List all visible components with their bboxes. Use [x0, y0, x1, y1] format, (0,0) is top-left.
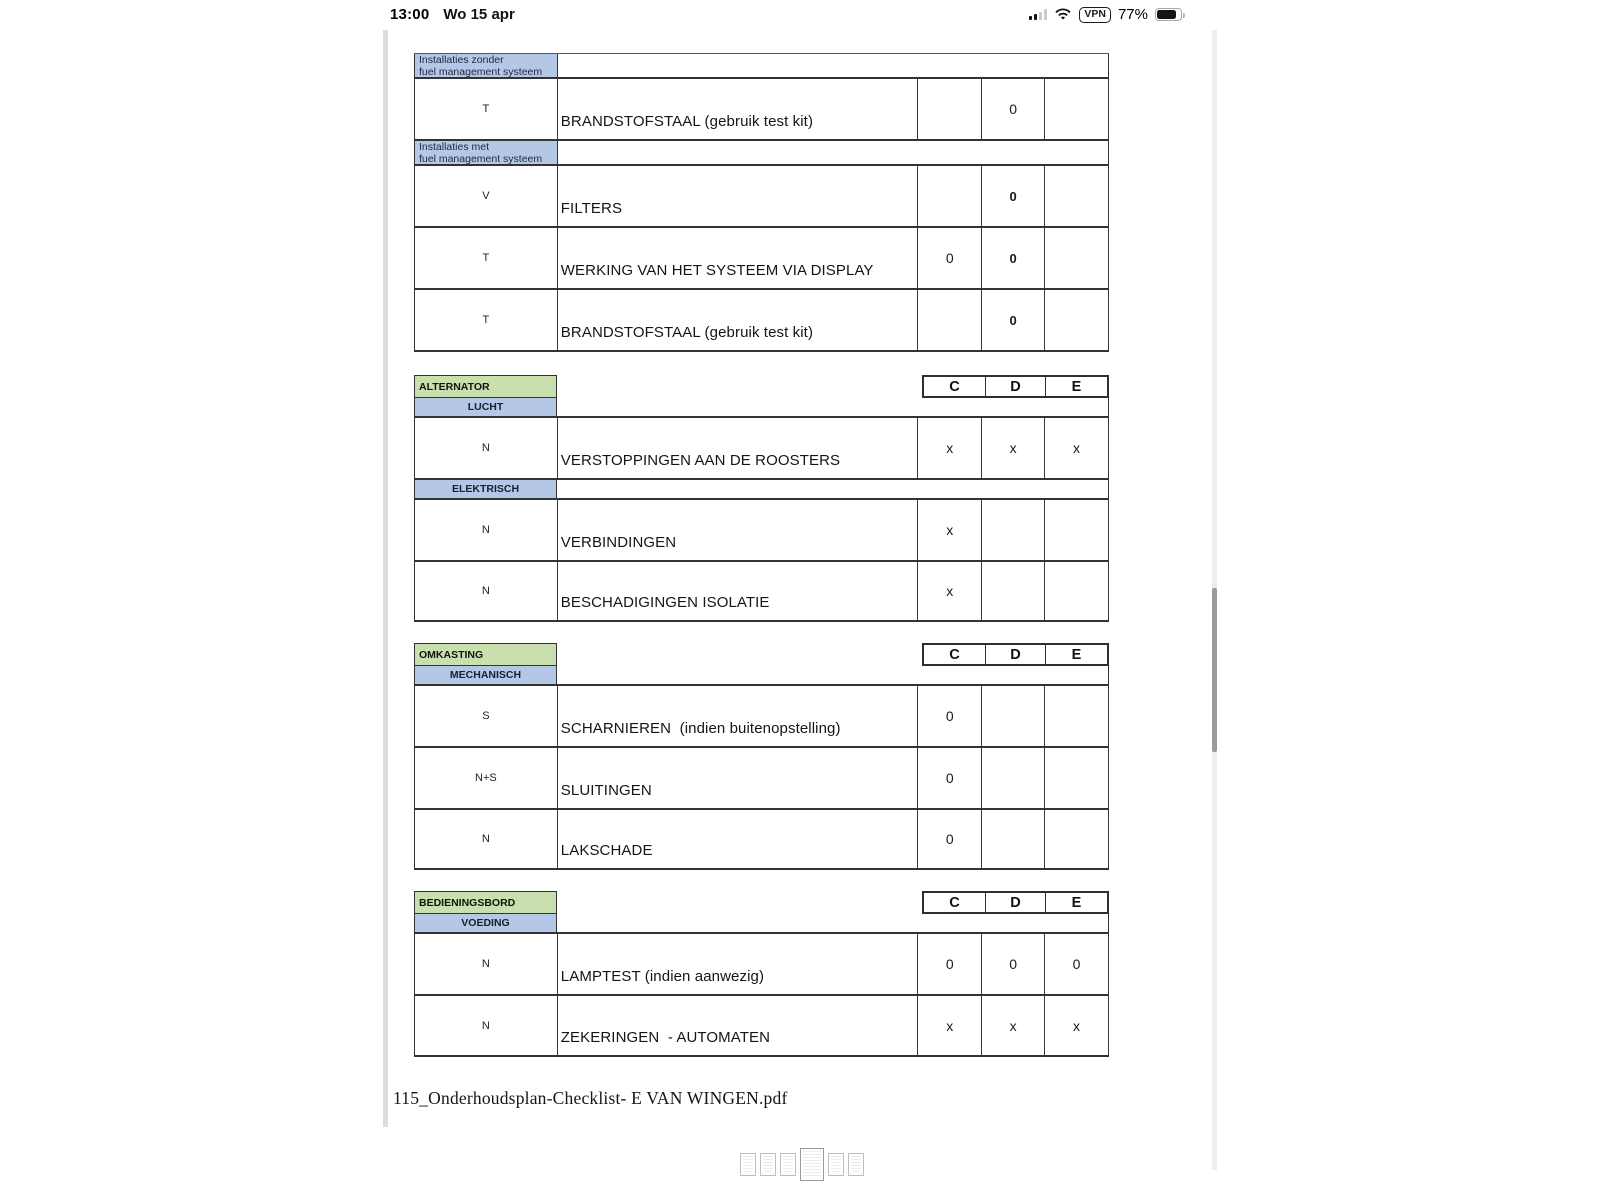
cde-header	[922, 891, 1109, 914]
table-row	[414, 228, 1109, 290]
type-cell: N	[415, 810, 558, 868]
section-title-cell: ALTERNATOR	[414, 375, 557, 398]
section-bedieningsbord	[414, 891, 1109, 1057]
value-cell-c: 0	[918, 934, 982, 994]
task-cell: BESCHADIGINGEN ISOLATIE	[558, 562, 918, 620]
vpn-badge: VPN	[1079, 7, 1111, 23]
cde-header	[922, 375, 1109, 398]
page-thumbnail[interactable]	[780, 1153, 796, 1176]
task-cell: WERKING VAN HET SYSTEEM VIA DISPLAY	[558, 228, 918, 288]
spacer	[557, 643, 922, 666]
value-cell-d	[982, 748, 1045, 808]
empty-cell	[557, 480, 1109, 498]
section-title-row	[414, 375, 1109, 398]
pdf-footer-filename: 115_Onderhoudsplan-Checklist- E VAN WINGEN.pdf	[393, 1088, 788, 1108]
table-row	[414, 418, 1109, 480]
blue-header-cell	[415, 54, 558, 77]
header-line: fuel management systeem	[419, 66, 543, 78]
type-cell: S	[415, 686, 558, 746]
type-cell: N	[415, 996, 558, 1055]
task-cell: ZEKERINGEN - AUTOMATEN	[558, 996, 918, 1055]
section-title-row	[414, 891, 1109, 914]
value-cell-e: x	[1045, 418, 1109, 478]
table-row	[414, 79, 1109, 141]
col-header-d: D	[986, 893, 1046, 912]
header-line: Installaties zonder	[419, 53, 504, 66]
spacer	[557, 891, 922, 914]
battery-icon	[1155, 8, 1182, 21]
type-cell: T	[415, 79, 558, 139]
page-thumbnail[interactable]	[828, 1153, 844, 1176]
subsection-row	[414, 480, 1109, 500]
cellular-signal-icon	[1029, 9, 1047, 20]
battery-percent: 77%	[1117, 6, 1148, 23]
task-cell: BRANDSTOFSTAAL (gebruik test kit)	[558, 290, 918, 350]
subsection-row	[414, 914, 1109, 934]
value-cell-d: x	[982, 996, 1045, 1055]
spacer	[557, 375, 922, 398]
value-cell-e	[1045, 79, 1109, 139]
status-left	[390, 6, 515, 23]
empty-cell	[557, 666, 1109, 684]
date: Wo 15 apr	[443, 6, 515, 23]
value-cell-d: 0	[982, 228, 1045, 288]
value-cell-c: x	[918, 500, 982, 560]
value-cell-c: x	[918, 418, 982, 478]
page-thumbnail[interactable]	[740, 1153, 756, 1176]
col-header-c: C	[924, 893, 986, 912]
wifi-icon	[1054, 8, 1072, 21]
type-cell: N	[415, 500, 558, 560]
header-line: fuel management systeem	[419, 153, 543, 165]
section-omkasting	[414, 643, 1109, 870]
table-row	[414, 500, 1109, 562]
type-cell: T	[415, 290, 558, 350]
task-cell: VERSTOPPINGEN AAN DE ROOSTERS	[558, 418, 918, 478]
empty-cell	[557, 914, 1109, 932]
task-cell: BRANDSTOFSTAAL (gebruik test kit)	[558, 79, 918, 139]
value-cell-e	[1045, 562, 1109, 620]
col-header-c: C	[924, 377, 986, 396]
type-cell: V	[415, 166, 558, 226]
value-cell-c	[918, 290, 982, 350]
table-row	[414, 166, 1109, 228]
status-right	[1029, 6, 1182, 23]
empty-cell	[558, 141, 1109, 164]
section-title-row	[414, 643, 1109, 666]
col-header-d: D	[986, 377, 1046, 396]
vertical-scrollbar[interactable]	[1212, 588, 1217, 752]
value-cell-e	[1045, 166, 1109, 226]
value-cell-e	[1045, 500, 1109, 560]
value-cell-d	[982, 500, 1045, 560]
subsection-label: MECHANISCH	[414, 666, 557, 684]
value-cell-c: 0	[918, 748, 982, 808]
type-cell: N+S	[415, 748, 558, 808]
value-cell-d: 0	[982, 934, 1045, 994]
value-cell-e: 0	[1045, 934, 1109, 994]
col-header-e: E	[1071, 378, 1082, 395]
subsection-row	[414, 398, 1109, 418]
value-cell-c: 0	[918, 686, 982, 746]
col-header-d: D	[986, 645, 1046, 664]
page-thumbnail[interactable]	[760, 1153, 776, 1176]
table-row	[414, 810, 1109, 870]
task-cell: SLUITINGEN	[558, 748, 918, 808]
table-row	[414, 562, 1109, 622]
table-row	[414, 934, 1109, 996]
task-cell: SCHARNIEREN (indien buitenopstelling)	[558, 686, 918, 746]
empty-cell	[558, 54, 1109, 77]
task-cell: LAKSCHADE	[558, 810, 918, 868]
section-alternator	[414, 375, 1109, 622]
type-cell: T	[415, 228, 558, 288]
value-cell-d	[982, 810, 1045, 868]
value-cell-e	[1045, 810, 1109, 868]
cde-header	[922, 643, 1109, 666]
page-left-edge	[383, 30, 388, 1127]
subsection-label: LUCHT	[414, 398, 557, 416]
empty-cell	[557, 398, 1109, 416]
status-bar	[0, 0, 1600, 30]
value-cell-c: x	[918, 562, 982, 620]
value-cell-c: x	[918, 996, 982, 1055]
subsection-row	[414, 666, 1109, 686]
value-cell-d	[982, 562, 1045, 620]
pdf-page-content[interactable]	[414, 53, 1109, 1057]
col-header-e: E	[1071, 646, 1082, 663]
table-row	[414, 141, 1109, 166]
page-thumbnail-strip[interactable]	[740, 1146, 864, 1182]
task-cell: VERBINDINGEN	[558, 500, 918, 560]
value-cell-c	[918, 79, 982, 139]
page-thumbnail[interactable]	[848, 1153, 864, 1176]
type-cell: N	[415, 418, 558, 478]
value-cell-e	[1045, 686, 1109, 746]
page-thumbnail-selected[interactable]	[800, 1148, 824, 1181]
table-row	[414, 748, 1109, 810]
subsection-label: VOEDING	[414, 914, 557, 932]
value-cell-d: x	[982, 418, 1045, 478]
table-row	[414, 290, 1109, 352]
type-cell: N	[415, 934, 558, 994]
section-title-cell: BEDIENINGSBORD	[414, 891, 557, 914]
task-cell: LAMPTEST (indien aanwezig)	[558, 934, 918, 994]
clock: 13:00	[390, 6, 430, 23]
table-row	[414, 54, 1109, 79]
col-header-e: E	[1071, 894, 1082, 911]
value-cell-c	[918, 166, 982, 226]
value-cell-e: x	[1045, 996, 1109, 1055]
section-fuel-management	[414, 53, 1109, 352]
value-cell-d	[982, 686, 1045, 746]
header-line: Installaties met	[419, 140, 490, 153]
section-title-cell: OMKASTING	[414, 643, 557, 666]
value-cell-e	[1045, 748, 1109, 808]
col-header-c: C	[924, 645, 986, 664]
task-cell: FILTERS	[558, 166, 918, 226]
value-cell-c: 0	[918, 810, 982, 868]
value-cell-d: 0	[982, 166, 1045, 226]
table-row	[414, 996, 1109, 1057]
value-cell-d: 0	[982, 79, 1045, 139]
blue-header-cell	[415, 141, 558, 164]
value-cell-e	[1045, 228, 1109, 288]
type-cell: N	[415, 562, 558, 620]
subsection-label: ELEKTRISCH	[414, 480, 557, 498]
value-cell-d: 0	[982, 290, 1045, 350]
value-cell-c: 0	[918, 228, 982, 288]
value-cell-e	[1045, 290, 1109, 350]
table-row	[414, 686, 1109, 748]
